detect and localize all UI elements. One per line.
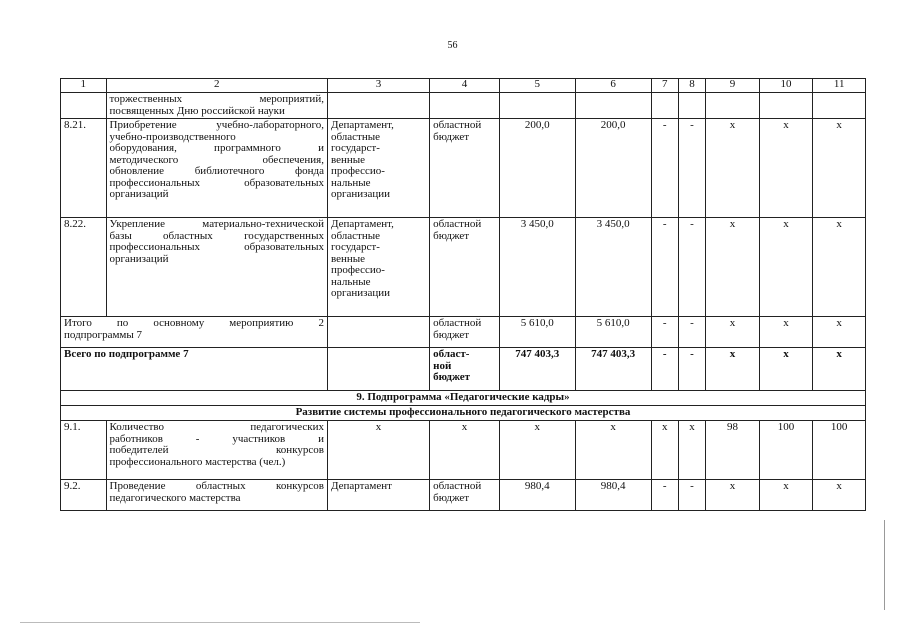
value-cell: х <box>813 348 866 391</box>
table-row <box>61 93 866 119</box>
subtotal-label: Итого по основному мероприятию 2 подпрограммы 7 <box>61 317 328 348</box>
row-number: 8.22. <box>61 218 107 317</box>
table-row <box>61 480 866 511</box>
measure-name: торжественных мероприятий, посвященных Дню российской науки <box>106 93 327 119</box>
row-number: 9.2. <box>61 480 107 511</box>
value-cell: х <box>706 218 760 317</box>
scan-artifact <box>20 622 420 623</box>
value-cell: х <box>678 421 705 480</box>
table-row <box>61 421 866 480</box>
budget-table <box>60 78 866 511</box>
value-cell: х <box>575 421 651 480</box>
value-cell: х <box>706 119 760 218</box>
executor: Департамент <box>327 480 429 511</box>
value-cell: 747 403,3 <box>575 348 651 391</box>
value-cell: х <box>759 119 813 218</box>
col-header: 8 <box>678 79 705 93</box>
executor: Департамент, областные государст- венные профессио- нальные организации <box>327 218 429 317</box>
funding-source: областной бюджет <box>430 317 500 348</box>
subsection-title: Развитие системы профессионального педагогического мастерства <box>61 406 866 421</box>
col-header: 7 <box>651 79 678 93</box>
value-cell: - <box>651 348 678 391</box>
value-cell: х <box>759 317 813 348</box>
value-cell: - <box>651 480 678 511</box>
section-title: 9. Подпрограмма «Педагогические кадры» <box>61 391 866 406</box>
col-header: 9 <box>706 79 760 93</box>
page-number: 56 <box>447 40 458 51</box>
scan-artifact <box>884 520 885 610</box>
col-header: 4 <box>430 79 500 93</box>
value-cell: 3 450,0 <box>575 218 651 317</box>
value-cell: 100 <box>759 421 813 480</box>
value-cell: - <box>678 218 705 317</box>
executor: Департамент, областные государст- венные профессио- нальные организации <box>327 119 429 218</box>
funding-source: областной бюджет <box>430 218 500 317</box>
col-header: 5 <box>499 79 575 93</box>
value-cell: х <box>813 119 866 218</box>
row-number <box>61 93 107 119</box>
col-header: 2 <box>106 79 327 93</box>
row-number: 8.21. <box>61 119 107 218</box>
value-cell: х <box>706 317 760 348</box>
value-cell: х <box>499 421 575 480</box>
value-cell: 5 610,0 <box>575 317 651 348</box>
column-number-row <box>61 79 866 93</box>
value-cell: х <box>813 218 866 317</box>
value-cell: - <box>678 119 705 218</box>
value-cell: - <box>651 218 678 317</box>
value-cell: - <box>678 317 705 348</box>
value-cell: 3 450,0 <box>499 218 575 317</box>
value-cell: 980,4 <box>499 480 575 511</box>
value-cell: 5 610,0 <box>499 317 575 348</box>
col-header: 11 <box>813 79 866 93</box>
value-cell: х <box>706 480 760 511</box>
table-row <box>61 119 866 218</box>
value-cell: х <box>759 218 813 317</box>
section-title-row <box>61 391 866 406</box>
col-header: 1 <box>61 79 107 93</box>
value-cell: - <box>651 317 678 348</box>
col-header: 10 <box>759 79 813 93</box>
value-cell: х <box>813 317 866 348</box>
subtotal-row <box>61 317 866 348</box>
funding-source: х <box>430 421 500 480</box>
value-cell: - <box>678 348 705 391</box>
value-cell: х <box>759 348 813 391</box>
measure-name: Приобретение учебно-лабораторного, учебно-производственного оборудования, программного и методического обеспечения, обновление библиотечного фонда профессиональных образовательных организаций <box>106 119 327 218</box>
measure-name: Укрепление материально-технической базы областных государственных профессиональных образовательных организаций <box>106 218 327 317</box>
value-cell: 100 <box>813 421 866 480</box>
value-cell: - <box>678 480 705 511</box>
total-label: Всего по подпрограмме 7 <box>61 348 328 391</box>
value-cell: х <box>759 480 813 511</box>
value-cell: 200,0 <box>575 119 651 218</box>
row-number: 9.1. <box>61 421 107 480</box>
value-cell: - <box>651 119 678 218</box>
total-row <box>61 348 866 391</box>
col-header: 6 <box>575 79 651 93</box>
value-cell: 747 403,3 <box>499 348 575 391</box>
value-cell: 98 <box>706 421 760 480</box>
executor: х <box>327 421 429 480</box>
value-cell: х <box>651 421 678 480</box>
table-row <box>61 218 866 317</box>
measure-name: Количество педагогических работников - участников и победителей конкурсов профессионального мастерства (чел.) <box>106 421 327 480</box>
value-cell: 200,0 <box>499 119 575 218</box>
col-header: 3 <box>327 79 429 93</box>
value-cell: х <box>813 480 866 511</box>
value-cell: х <box>706 348 760 391</box>
funding-source: област- ной бюджет <box>430 348 500 391</box>
subsection-title-row <box>61 406 866 421</box>
funding-source: областной бюджет <box>430 480 500 511</box>
funding-source: областной бюджет <box>430 119 500 218</box>
value-cell: 980,4 <box>575 480 651 511</box>
measure-name: Проведение областных конкурсов педагогического мастерства <box>106 480 327 511</box>
